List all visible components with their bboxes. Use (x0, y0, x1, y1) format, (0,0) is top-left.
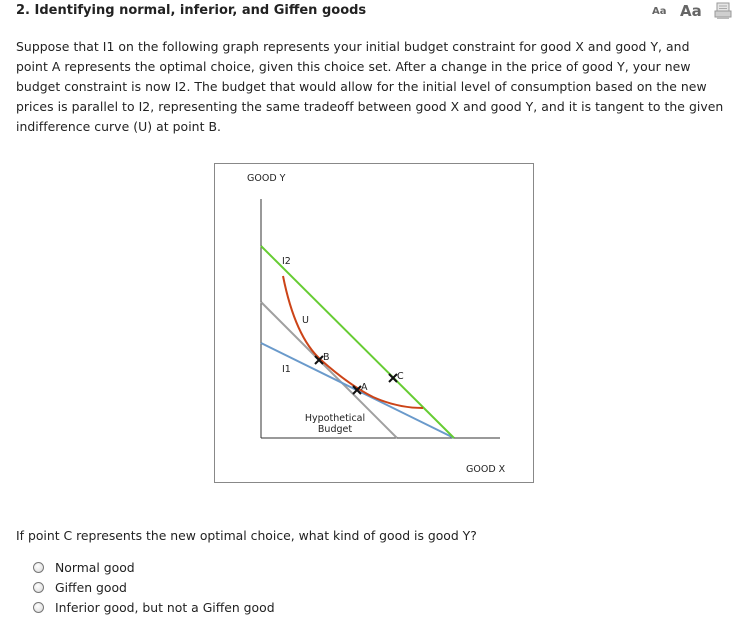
option-normal-good[interactable] (33, 557, 275, 577)
budget-line-i2 (261, 246, 454, 438)
hypothetical-budget-label-line2: Budget (317, 424, 353, 435)
option-giffen-good-label: Giffen good (55, 579, 127, 595)
x-axis-label: GOOD X (466, 464, 506, 475)
question-prompt: If point C represents the new optimal choice, what kind of good is good Y? (16, 528, 477, 543)
u-label: U (302, 315, 309, 326)
answer-options (33, 557, 275, 617)
point-c-marker (389, 374, 397, 382)
radio-inferior-good[interactable] (33, 602, 44, 613)
option-giffen-good[interactable] (33, 577, 275, 597)
y-axis-label: GOOD Y (247, 173, 286, 184)
option-inferior-good[interactable] (33, 597, 275, 617)
i1-label: I1 (282, 364, 291, 375)
radio-giffen-good[interactable] (33, 582, 44, 593)
option-normal-good-label: Normal good (55, 559, 135, 575)
print-icon[interactable] (714, 2, 732, 20)
question-title: 2. Identifying normal, inferior, and Giffen goods (16, 3, 367, 18)
budget-graph (214, 163, 534, 483)
point-b-label: B (323, 352, 330, 363)
graph-canvas (215, 164, 533, 482)
increase-font-button[interactable]: Aa (680, 2, 702, 20)
option-inferior-good-label: Inferior good, but not a Giffen good (55, 599, 275, 615)
point-a-label: A (361, 382, 368, 393)
hypothetical-budget-label-line1: Hypothetical (304, 413, 366, 424)
decrease-font-button[interactable]: Aa (652, 6, 667, 17)
problem-description: Suppose that I1 on the following graph represents your initial budget constraint for good X and good Y, and point A represents the optimal choice, given this choice set. After a change in the price of good Y, your new budget constraint is now I2. The budget that would allow for the initial level of consumption based on the new prices is parallel to I2, representing the same tradeoff between good X and good Y, and it is tangent to the given indifference curve (U) at point B. (16, 39, 724, 134)
radio-normal-good[interactable] (33, 562, 44, 573)
font-size-tools (632, 2, 732, 22)
i2-label: I2 (282, 256, 291, 267)
point-c-label: C (397, 371, 404, 382)
